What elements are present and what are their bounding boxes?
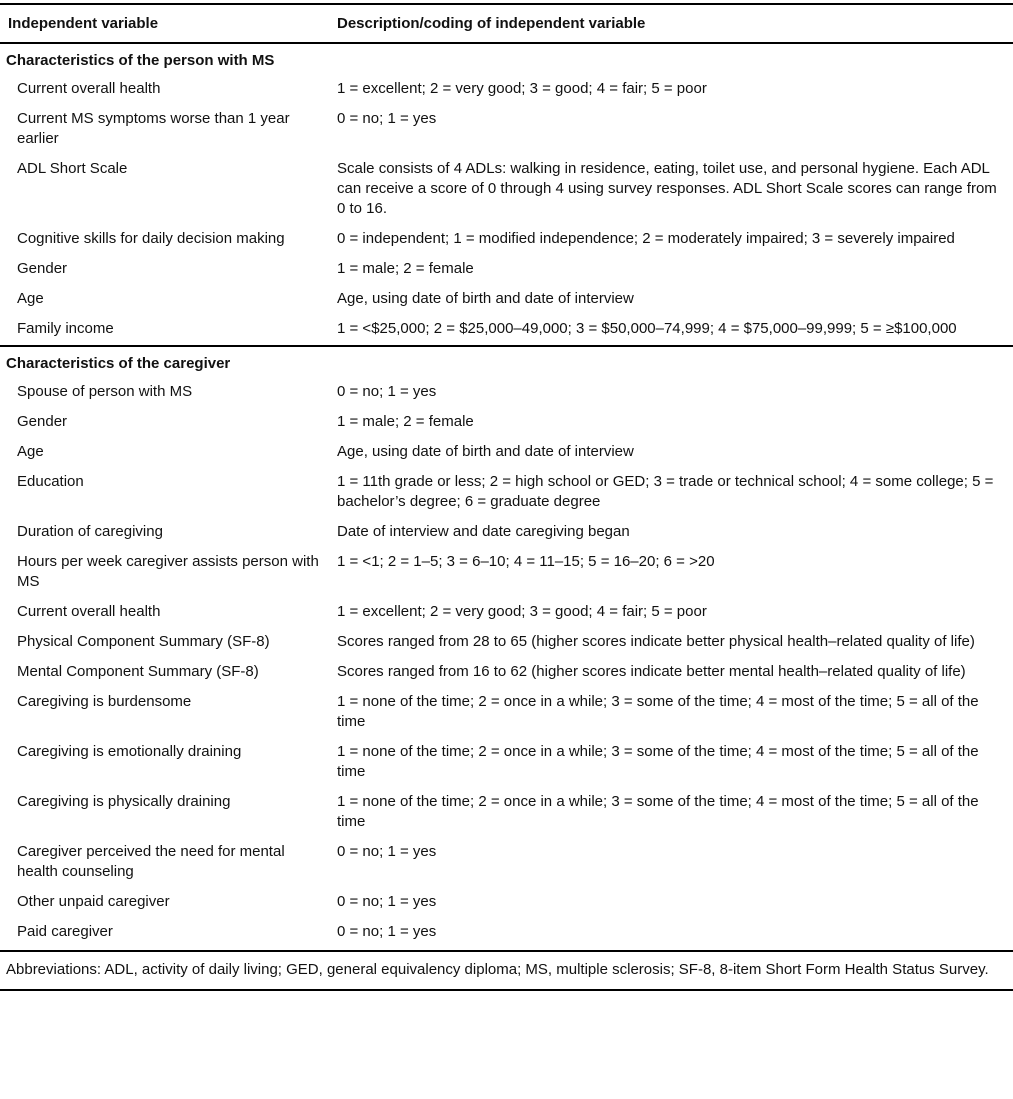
- description-cell: 1 = excellent; 2 = very good; 3 = good; 4 = fair; 5 = poor: [337, 603, 707, 620]
- variable-cell: Age: [17, 290, 44, 307]
- description-cell: 1 = none of the time; 2 = once in a while; 3 = some of the time; 4 = most of the time; 5 = all of the time: [337, 793, 979, 830]
- table-row: [0, 225, 1013, 255]
- variable-cell: Caregiving is physically draining: [17, 793, 231, 810]
- variable-cell: Mental Component Summary (SF-8): [17, 663, 259, 680]
- table-row: [0, 315, 1013, 345]
- variable-cell: Family income: [17, 320, 114, 337]
- table-row: [0, 378, 1013, 408]
- variable-cell: Age: [17, 443, 44, 460]
- variable-cell: Gender: [17, 260, 68, 277]
- abbreviations-footnote: Abbreviations: ADL, activity of daily living; GED, general equivalency diploma; MS, multiple sclerosis; SF-8, 8-item Short Form Health Status Survey.: [0, 950, 1013, 991]
- variable-cell: Caregiving is emotionally draining: [17, 743, 242, 760]
- description-cell: 1 = excellent; 2 = very good; 3 = good; 4 = fair; 5 = poor: [337, 80, 707, 97]
- variable-cell: Current overall health: [17, 603, 161, 620]
- table-row: [0, 888, 1013, 918]
- table-row: [0, 658, 1013, 688]
- description-cell: 1 = male; 2 = female: [337, 260, 474, 277]
- variable-cell: Paid caregiver: [17, 923, 113, 940]
- table-row: [0, 598, 1013, 628]
- description-cell: Scores ranged from 28 to 65 (higher scores indicate better physical health–related quality of life): [337, 633, 975, 650]
- description-cell: 0 = no; 1 = yes: [337, 923, 437, 940]
- description-cell: 0 = no; 1 = yes: [337, 110, 437, 127]
- description-cell: 1 = 11th grade or less; 2 = high school or GED; 3 = trade or technical school; 4 = some college; 5 = bachelor’s degree; 6 = graduate degree: [337, 473, 994, 510]
- section-header: [0, 345, 1013, 378]
- table-header-row: [0, 3, 1013, 44]
- variable-cell: ADL Short Scale: [17, 160, 128, 177]
- description-cell: Scores ranged from 16 to 62 (higher scores indicate better mental health–related quality of life): [337, 663, 966, 680]
- table-row: [0, 438, 1013, 468]
- variable-cell: Education: [17, 473, 84, 490]
- table-row: [0, 838, 1013, 888]
- table-row: [0, 518, 1013, 548]
- table-row: [0, 628, 1013, 658]
- variable-cell: Caregiving is burdensome: [17, 693, 192, 710]
- variable-cell: Duration of caregiving: [17, 523, 163, 540]
- table-row: [0, 75, 1013, 105]
- table-row: [0, 738, 1013, 788]
- description-cell: Scale consists of 4 ADLs: walking in residence, eating, toilet use, and personal hygiene. Each ADL can receive a score of 0 through 4 using survey responses. ADL Short Scale scores can range from 0 to 16.: [337, 160, 997, 217]
- description-cell: 1 = male; 2 = female: [337, 413, 474, 430]
- description-cell: 1 = none of the time; 2 = once in a while; 3 = some of the time; 4 = most of the time; 5 = all of the time: [337, 743, 979, 780]
- section-title: Characteristics of the person with MS: [6, 52, 275, 69]
- description-cell: 1 = <$25,000; 2 = $25,000–49,000; 3 = $50,000–74,999; 4 = $75,000–99,999; 5 = ≥$100,000: [337, 320, 957, 337]
- variable-cell: Other unpaid caregiver: [17, 893, 170, 910]
- description-cell: 0 = no; 1 = yes: [337, 893, 437, 910]
- table-row: [0, 155, 1013, 225]
- header-col-description: Description/coding of independent variable: [337, 15, 646, 32]
- description-cell: 0 = independent; 1 = modified independence; 2 = moderately impaired; 3 = severely impaired: [337, 230, 955, 247]
- table-row: [0, 255, 1013, 285]
- table-row: [0, 468, 1013, 518]
- table-row: [0, 548, 1013, 598]
- coding-table-body: [0, 44, 1013, 948]
- variable-cell: Current MS symptoms worse than 1 year earlier: [17, 110, 290, 147]
- variable-cell: Physical Component Summary (SF-8): [17, 633, 270, 650]
- description-cell: 0 = no; 1 = yes: [337, 843, 437, 860]
- variable-cell: Current overall health: [17, 80, 161, 97]
- description-cell: Age, using date of birth and date of interview: [337, 290, 634, 307]
- variable-cell: Gender: [17, 413, 68, 430]
- table-row: [0, 285, 1013, 315]
- variable-cell: Hours per week caregiver assists person with MS: [17, 553, 319, 590]
- table-row: [0, 408, 1013, 438]
- header-col-independent-variable: Independent variable: [8, 15, 159, 32]
- table-row: [0, 788, 1013, 838]
- section-title: Characteristics of the caregiver: [6, 355, 231, 372]
- description-cell: 1 = none of the time; 2 = once in a while; 3 = some of the time; 4 = most of the time; 5 = all of the time: [337, 693, 979, 730]
- description-cell: 0 = no; 1 = yes: [337, 383, 437, 400]
- description-cell: Age, using date of birth and date of interview: [337, 443, 634, 460]
- table-row: [0, 105, 1013, 155]
- table-row: [0, 688, 1013, 738]
- description-cell: Date of interview and date caregiving began: [337, 523, 630, 540]
- variable-cell: Cognitive skills for daily decision making: [17, 230, 285, 247]
- variable-cell: Spouse of person with MS: [17, 383, 193, 400]
- variable-cell: Caregiver perceived the need for mental health counseling: [17, 843, 285, 880]
- section-header: [0, 44, 1013, 75]
- description-cell: 1 = <1; 2 = 1–5; 3 = 6–10; 4 = 11–15; 5 = 16–20; 6 = >20: [337, 553, 715, 570]
- coding-table: [0, 3, 1013, 991]
- table-row: [0, 918, 1013, 948]
